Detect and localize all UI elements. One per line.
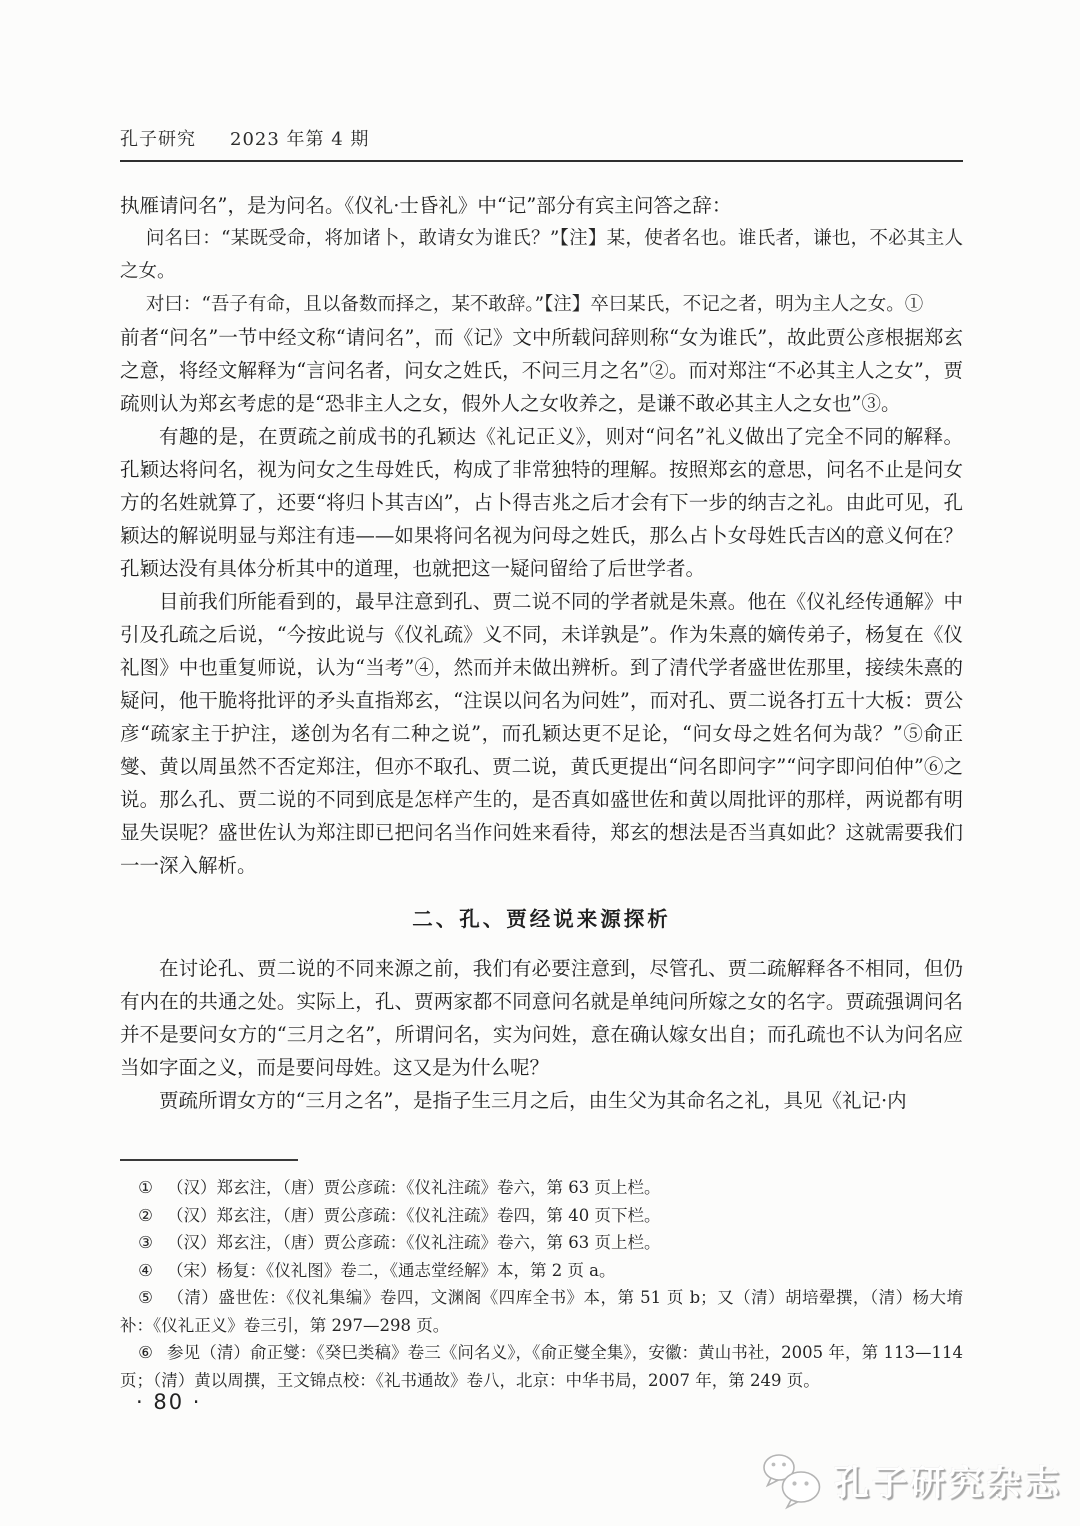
footnote-2 — [120, 1202, 963, 1230]
block-quote-wenming: 问名曰：“某既受命，将加诸卜，敢请女为谁氏？”【注】某，使者名也。谁氏者，谦也，不必其主人之女。 — [120, 228, 963, 282]
footnotes-section — [120, 1159, 963, 1394]
paragraph-source-1: 在讨论孔、贾二说的不同来源之前，我们有必要注意到，尽管孔、贾二疏解释各不相同，但仍有内在的共通之处。实际上，孔、贾两家都不同意问名就是单纯问所嫁之女的名字。贾疏强调问名并不是要问女方的“三月之名”，所谓问名，实为问姓，意在确认嫁女出自；而孔疏也不认为问名应当如字面之义，而是要问母姓。这又是为什么呢？ — [120, 957, 963, 1079]
paragraph-kongyingda: 有趣的是，在贾疏之前成书的孔颖达《礼记正义》，则对“问名”礼义做出了完全不同的解释。孔颖达将问名，视为问女之生母姓氏，构成了非常独特的理解。按照郑玄的意思，问名不止是问女方的名姓就算了，还要“将归卜其吉凶”，占卜得吉兆之后才会有下一步的纳吉之礼。由此可见，孔颖达的解说明显与郑注有违——如果将问名视为问母之姓氏，那么占卜女母姓氏吉凶的意义何在？孔颖达没有具体分析其中的道理，也就把这一疑问留给了后世学者。 — [120, 425, 963, 580]
paragraph-source-2: 贾疏所谓女方的“三月之名”，是指子生三月之后，由生父为其命名之礼，具见《礼记·内 — [159, 1089, 907, 1112]
paragraph-intro: 执雁请问名”，是为问名。《仪礼·士昏礼》中“记”部分有宾主问答之辞： — [120, 194, 732, 217]
footnote-marker: ③ — [138, 1233, 153, 1252]
paragraph-jiashu: 前者“问名”一节中经文称“请问名”，而《记》文中所载问辞则称“女为谁氏”，故此贾公彦根据郑玄之意，将经文解释为“言问名者，问女之姓氏，不问三月之名”②。而对郑注“不必其主人之女”，贾疏则认为郑玄考虑的是“恐非主人之女，假外人之女收养之，是谦不敢必其主人之女也”③。 — [120, 326, 963, 415]
footnote-4 — [120, 1257, 963, 1285]
watermark — [760, 1452, 1062, 1510]
footnote-text: 参见（清）俞正燮：《癸巳类稿》卷三《问名义》，《俞正燮全集》，安徽：黄山书社，2005 年，第 113—114 页；（清）黄以周撰，王文锦点校：《礼书通故》卷八，北京：中华书局，2007 年，第 249 页。 — [120, 1343, 964, 1390]
footnote-1 — [120, 1174, 963, 1202]
footnote-marker: ⑤ — [138, 1288, 154, 1307]
issue-label: 2023 年第 4 期 — [230, 129, 370, 150]
footnote-6 — [120, 1339, 963, 1394]
journal-title: 孔子研究 — [120, 129, 196, 150]
footnote-text: （汉）郑玄注，（唐）贾公彦疏：《仪礼注疏》卷六，第 63 页上栏。 — [166, 1178, 661, 1197]
text-column — [120, 125, 963, 1394]
block-quote-duiyue: 对曰：“吾子有命，且以备数而择之，某不敢辞。”【注】卒曰某氏，不记之者，明为主人之女。① — [145, 294, 924, 315]
footnote-3 — [120, 1229, 963, 1257]
footnote-marker: ① — [138, 1178, 153, 1197]
article-body — [120, 189, 963, 1117]
paragraph-zhuxi: 目前我们所能看到的，最早注意到孔、贾二说不同的学者就是朱熹。他在《仪礼经传通解》中引及孔疏之后说，“今按此说与《仪礼疏》义不同，未详孰是”。作为朱熹的嫡传弟子，杨复在《仪礼图》中也重复师说，认为“当考”④，然而并未做出辨析。到了清代学者盛世佐那里，接续朱熹的疑问，他干脆将批评的矛头直指郑玄，“注误以问名为问姓”，而对孔、贾二说各打五十大板：贾公彦“疏家主于护注，遂创为名有二种之说”，而孔颖达更不足论，“问女母之姓名何为哉？”⑤俞正燮、黄以周虽然不否定郑注，但亦不取孔、贾二说，黄氏更提出“问名即问字”“问字即问伯仲”⑥之说。那么孔、贾二说的不同到底是怎样产生的，是否真如盛世佐和黄以周批评的那样，两说都有明显失误呢？盛世佐认为郑注即已把问名当作问姓来看待，郑玄的想法是否当真如此？这就需要我们一一深入解析。 — [120, 590, 963, 877]
section-heading: 二、孔、贾经说来源探析 — [412, 907, 671, 931]
footnote-text: （清）盛世佐：《仪礼集编》卷四，文渊阁《四库全书》本，第 51 页 b；又（清）胡培翚撰，（清）杨大堉补：《仪礼正义》卷三引，第 297—298 页。 — [120, 1288, 964, 1335]
footnote-rule — [120, 1159, 298, 1161]
wechat-chat-bubbles-icon — [760, 1452, 826, 1510]
footnote-text: （宋）杨复：《仪礼图》卷二，《通志堂经解》本，第 2 页 a。 — [166, 1260, 616, 1280]
footnote-marker: ⑥ — [138, 1343, 154, 1362]
footnote-text: （汉）郑玄注，（唐）贾公彦疏：《仪礼注疏》卷四，第 40 页下栏。 — [166, 1205, 661, 1225]
running-head — [120, 125, 963, 151]
footnote-5 — [120, 1284, 963, 1339]
header-rule — [120, 160, 963, 162]
footnote-marker: ④ — [138, 1260, 153, 1280]
footnote-marker: ② — [138, 1205, 153, 1225]
page-number: · 80 · — [136, 1390, 202, 1414]
footnote-text: （汉）郑玄注，（唐）贾公彦疏：《仪礼注疏》卷六，第 63 页上栏。 — [166, 1233, 661, 1252]
watermark-label: 孔子研究杂志 — [833, 1464, 1062, 1504]
